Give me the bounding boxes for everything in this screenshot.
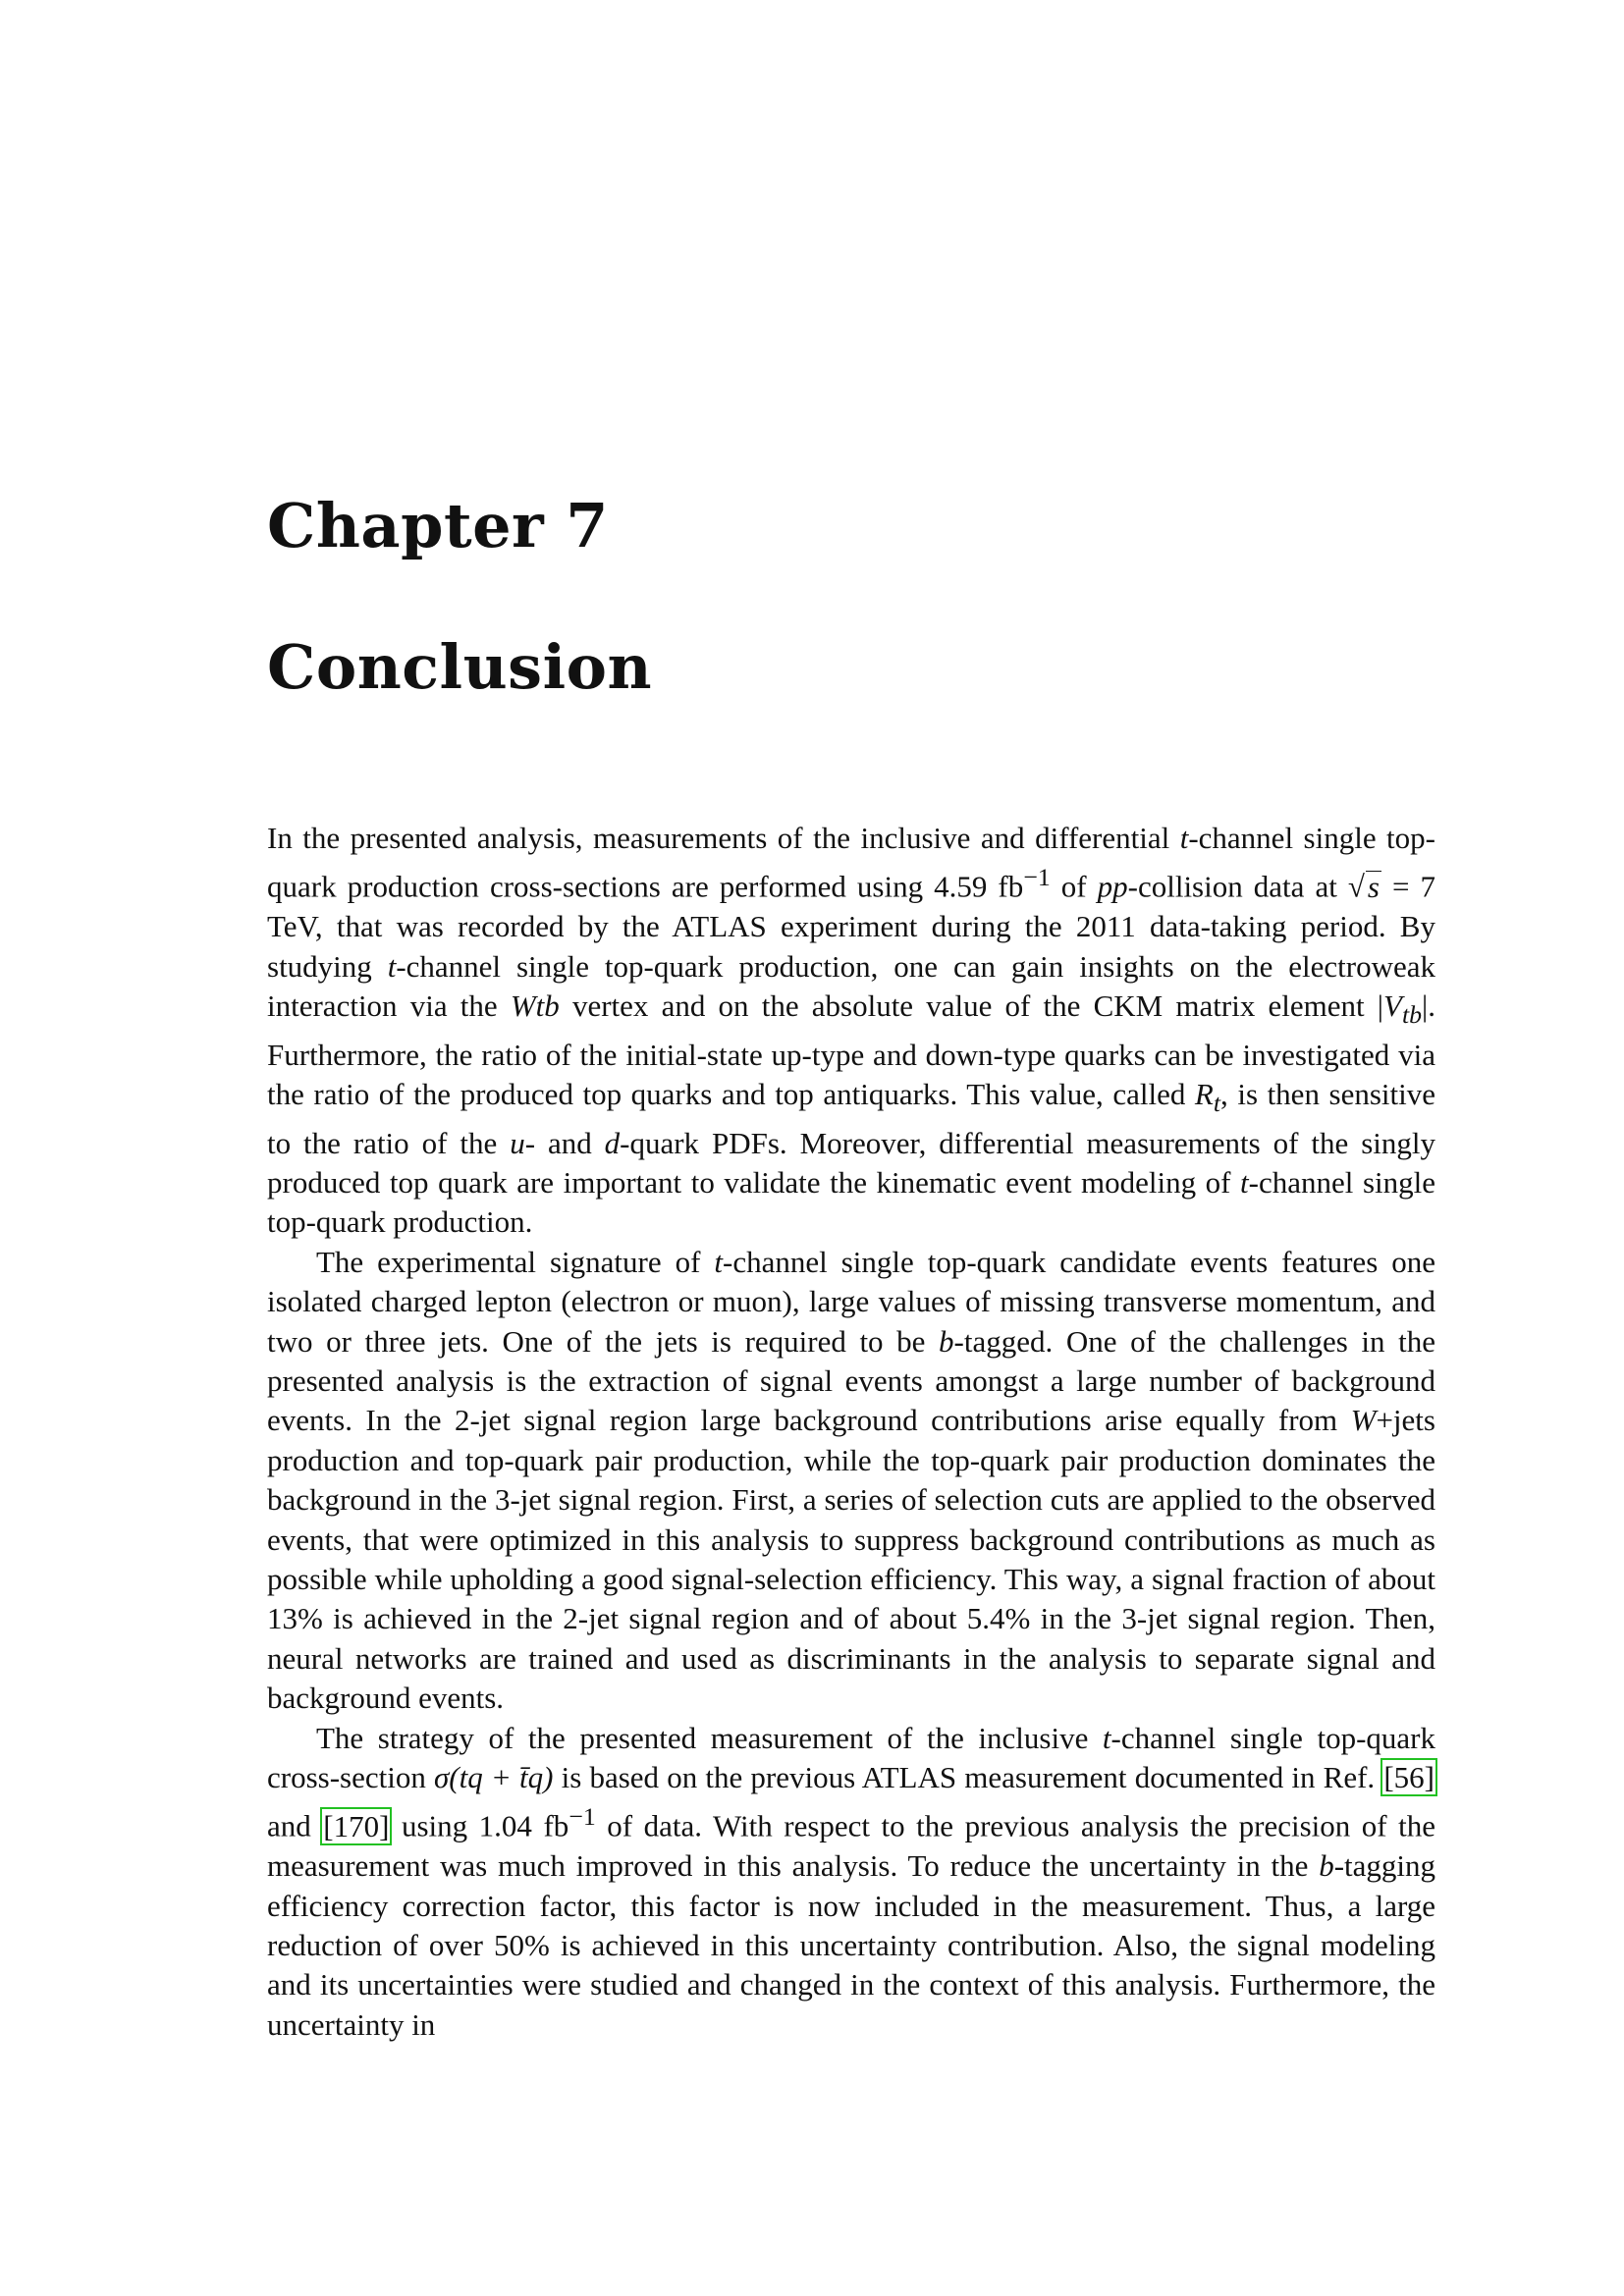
math-d: d [604, 1125, 621, 1160]
text-run: -collision data at [1127, 869, 1348, 904]
text-run: = 7 TeV, that was recorded by the ATLAS experiment during the 2011 data-taking period. By studying [267, 869, 1436, 984]
text-run: of [1050, 869, 1098, 904]
text-run: using 1.04 fb [390, 1808, 569, 1843]
paragraph-1 [267, 819, 1435, 1243]
text-run: - and [524, 1125, 605, 1160]
text-run: and [267, 1808, 323, 1843]
text-run: The strategy of the presented measurement of the inclusive [316, 1720, 1103, 1755]
text-run: -channel single top-quark cross-section [267, 1720, 1435, 1795]
text-run: +jets production and top-quark pair production, while the top-quark pair production dominates the background in the 3-jet signal region. First, a series of selection cuts are applied to the observed events, that were optimized in this analysis to suppress background contributions as much as possible while upholding a good signal-selection efficiency. This way, a signal fraction of about 13% is achieved in the 2-jet signal region and of about 5.4% in the 3-jet signal region. Then, neural networks are trained and used as discriminants in the analysis to separate signal and background events. [267, 1403, 1435, 1716]
paragraph-3 [267, 1719, 1435, 2046]
math-t: t [1179, 821, 1189, 855]
chapter-number: Chapter 7 [267, 490, 609, 561]
math-t: t [387, 948, 397, 984]
citation-link-56[interactable]: [56] [1383, 1760, 1435, 1795]
text-run: of data. With respect to the previous analysis the precision of the measurement was much improved in this analysis. To reduce the uncertainty in the [267, 1808, 1436, 1884]
math-cross-section: σ(tq + t̄q) [434, 1760, 554, 1795]
math-subscript [1214, 1089, 1220, 1117]
math-t: t [714, 1244, 724, 1279]
text-run: -quark PDFs. Moreover, differential measurements of the singly produced top quark are important to validate the kinematic event modeling of [267, 1125, 1435, 1200]
text-run: In the presented analysis, measurements of the inclusive and differential [267, 821, 1180, 855]
chapter-body [267, 819, 1435, 2045]
text-run: The experimental signature of [316, 1244, 715, 1279]
text-run: , is then sensitive to the ratio of the [267, 1076, 1435, 1160]
math-superscript: −1 [1023, 863, 1051, 892]
math-s: s [1367, 869, 1380, 904]
math-subscript [1402, 1000, 1422, 1029]
text-run: -channel single top-quark production. [267, 1164, 1435, 1240]
math-b: b [1319, 1848, 1334, 1884]
chapter-title: Conclusion [267, 631, 653, 703]
math-b: b [939, 1323, 954, 1359]
math-r: R [1194, 1076, 1214, 1111]
text-run: -tagged. One of the challenges in the presented analysis is the extraction of signal events amongst a large number of background events. In the 2-jet signal region large background contributions arise equally from [267, 1323, 1436, 1438]
math-t: t [1240, 1164, 1249, 1200]
sqrt-symbol: √ [1347, 869, 1365, 904]
math-v: V [1383, 988, 1402, 1023]
paragraph-2 [267, 1243, 1435, 1719]
text-run: -channel single top-quark production cross-sections are performed using 4.59 fb [267, 821, 1435, 904]
math-pp: pp [1097, 869, 1128, 904]
math-w: W [1350, 1403, 1377, 1438]
citation-link-170[interactable]: [170] [323, 1808, 390, 1843]
text-run: -channel single top-quark candidate events features one isolated charged lepton (electron or muon), large values of missing transverse momentum, and two or three jets. One of the jets is required to be [267, 1244, 1435, 1359]
math-t: t [1102, 1720, 1111, 1755]
math-superscript: −1 [568, 1802, 596, 1832]
math-wtb: Wtb [510, 988, 560, 1023]
text-run: |. Furthermore, the ratio of the initial-state up-type and down-type quarks can be investigated via the ratio of the produced top quarks and top antiquarks. This value, called [267, 988, 1436, 1111]
math-tb: tb [1401, 1000, 1423, 1030]
text-run: vertex and on the absolute value of the CKM matrix element | [559, 988, 1384, 1023]
math-t-sub: t [1213, 1089, 1221, 1118]
text-run: -tagging efficiency correction factor, this factor is now included in the measurement. Thus, a large reduction of over 50% is achieved in this uncertainty contribution. Also, the signal modeling and its uncertainties were studied and changed in the context of this analysis. Furthermore, the uncertainty in [267, 1848, 1435, 2042]
math-u: u [510, 1125, 525, 1160]
text-run: is based on the previous ATLAS measurement documented in Ref. [553, 1760, 1383, 1795]
text-run: -channel single top-quark production, one can gain insights on the electroweak interaction via the [267, 948, 1435, 1023]
